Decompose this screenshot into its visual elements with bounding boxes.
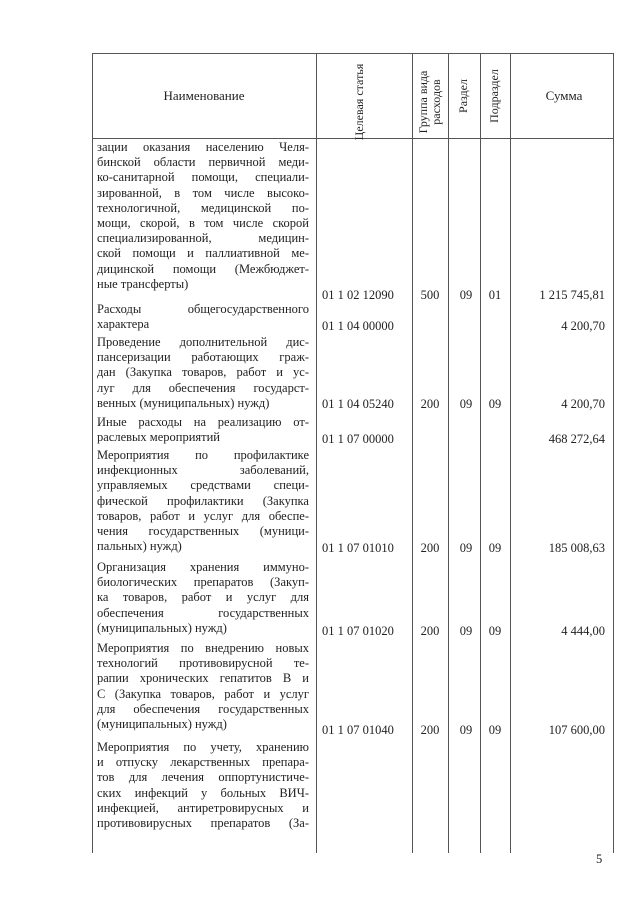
row-section: 09 <box>459 397 473 411</box>
row-name-line: пансеризации работающих граж- <box>97 350 309 365</box>
row-target-article: 01 1 07 01010 <box>322 541 394 555</box>
row-name <box>97 641 309 732</box>
row-amount: 4 200,70 <box>561 397 605 411</box>
row-amount: 107 600,00 <box>548 723 605 737</box>
row-name-line: раслевых мероприятий <box>97 430 220 445</box>
row-target-article: 01 1 07 01040 <box>322 723 394 737</box>
row-name-line: технологичной, медицинской по- <box>97 200 309 215</box>
row-name-line: технологий противовирусной те- <box>97 656 309 671</box>
header-name: Наименование <box>163 88 245 103</box>
column-divider <box>412 53 413 853</box>
row-name-line: луг для обеспечения государст- <box>97 380 309 395</box>
row-name <box>97 302 309 332</box>
row-target-article: 01 1 04 00000 <box>322 319 394 333</box>
header-section: Раздел <box>456 79 470 113</box>
row-amount: 185 008,63 <box>548 541 605 555</box>
row-name-line: ской помощи и паллиативной ме- <box>97 246 309 261</box>
row-name <box>97 335 309 411</box>
row-name-line: специализированной, медицин- <box>97 231 309 246</box>
column-divider <box>316 53 317 853</box>
row-name-line: Мероприятия по профилактике <box>97 448 309 462</box>
table-right-border <box>613 53 614 853</box>
row-section: 09 <box>459 624 473 638</box>
row-name-line: обеспечения государственных <box>97 605 309 620</box>
row-expense-group: 500 <box>420 288 440 302</box>
row-name-line: дицинской помощи (Межбюджет- <box>97 261 309 276</box>
header-expense-group: Группа вида расходов <box>416 70 443 134</box>
row-name-line: Мероприятия по учету, хранению <box>97 740 309 754</box>
row-name-line: фической профилактики (Закупка <box>97 493 309 508</box>
page-number: 5 <box>596 852 603 866</box>
row-expense-group: 200 <box>420 541 440 555</box>
row-subsection: 09 <box>488 624 502 638</box>
row-name-line: (муниципальных) нужд) <box>97 620 227 635</box>
row-name-line: ка товаров, работ и услуг для <box>97 590 309 605</box>
row-target-article: 01 1 07 00000 <box>322 432 394 446</box>
row-name-line: Иные расходы на реализацию от- <box>97 415 309 429</box>
row-name-line: для обеспечения государственных <box>97 701 309 716</box>
row-name-line: дан (Закупка товаров, работ и ус- <box>97 365 309 380</box>
row-name-line: бинской области первичной меди- <box>97 155 309 170</box>
table-left-border <box>92 53 93 853</box>
row-amount: 4 200,70 <box>561 319 605 333</box>
row-name-line: товаров, работ и услуг для обеспе- <box>97 508 309 523</box>
row-name-line: управляемых средствами специ- <box>97 478 309 493</box>
row-target-article: 01 1 07 01020 <box>322 624 394 638</box>
row-amount: 468 272,64 <box>548 432 605 446</box>
row-name-line: противовирусных препаратов (За- <box>97 816 309 831</box>
row-target-article: 01 1 04 05240 <box>322 397 394 411</box>
row-name-line: пальных) нужд) <box>97 539 182 554</box>
row-name <box>97 415 309 445</box>
row-name-line: чения государственных (муници- <box>97 524 309 539</box>
row-name-line: тов для лечения оппортунистиче- <box>97 770 309 785</box>
row-name-line: С (Закупка товаров, работ и услуг <box>97 686 309 701</box>
row-amount: 4 444,00 <box>561 624 605 638</box>
row-name-line: и отпуску лекарственных препара- <box>97 755 309 770</box>
row-name-line: (муниципальных) нужд) <box>97 717 227 732</box>
row-subsection: 09 <box>488 541 502 555</box>
row-name <box>97 560 309 636</box>
column-divider <box>510 53 511 853</box>
row-name-line: Мероприятия по внедрению новых <box>97 641 309 655</box>
row-name-line: характера <box>97 317 150 332</box>
row-name-line: венных (муниципальных) нужд) <box>97 395 270 410</box>
row-name-line: инфекцией, антиретровирусных и <box>97 800 309 815</box>
row-name-line: зированной, в том числе высоко- <box>97 185 309 200</box>
header-amount: Сумма <box>545 88 583 103</box>
row-section: 09 <box>459 541 473 555</box>
row-section: 09 <box>459 723 473 737</box>
row-name-line: ских инфекций у больных ВИЧ- <box>97 785 309 800</box>
row-name-line: Расходы общегосударственного <box>97 302 309 316</box>
row-name-line: биологических препаратов (Закуп- <box>97 575 309 590</box>
row-name <box>97 740 309 831</box>
row-expense-group: 200 <box>420 397 440 411</box>
header-subsection: Подраздел <box>487 69 501 123</box>
row-name-line: мощи, скорой, в том числе скорой <box>97 216 309 231</box>
row-target-article: 01 1 02 12090 <box>322 288 394 302</box>
row-subsection: 09 <box>488 723 502 737</box>
row-expense-group: 200 <box>420 723 440 737</box>
header-target-article: Целевая статья <box>352 63 366 141</box>
column-divider <box>480 53 481 853</box>
column-divider <box>448 53 449 853</box>
row-name-line: ко-санитарной помощи, специали- <box>97 170 309 185</box>
row-name-line: рапии хронических гепатитов В и <box>97 671 309 686</box>
row-name-line: ные трансферты) <box>97 276 189 291</box>
row-subsection: 01 <box>488 288 502 302</box>
row-subsection: 09 <box>488 397 502 411</box>
row-name <box>97 140 309 292</box>
row-name-line: Организация хранения иммуно- <box>97 560 309 574</box>
row-name-line: инфекционных заболеваний, <box>97 463 309 478</box>
row-name-line: зации оказания населению Челя- <box>97 140 309 154</box>
row-expense-group: 200 <box>420 624 440 638</box>
row-section: 09 <box>459 288 473 302</box>
row-amount: 1 215 745,81 <box>539 288 605 302</box>
row-name <box>97 448 309 554</box>
row-name-line: Проведение дополнительной дис- <box>97 335 309 349</box>
